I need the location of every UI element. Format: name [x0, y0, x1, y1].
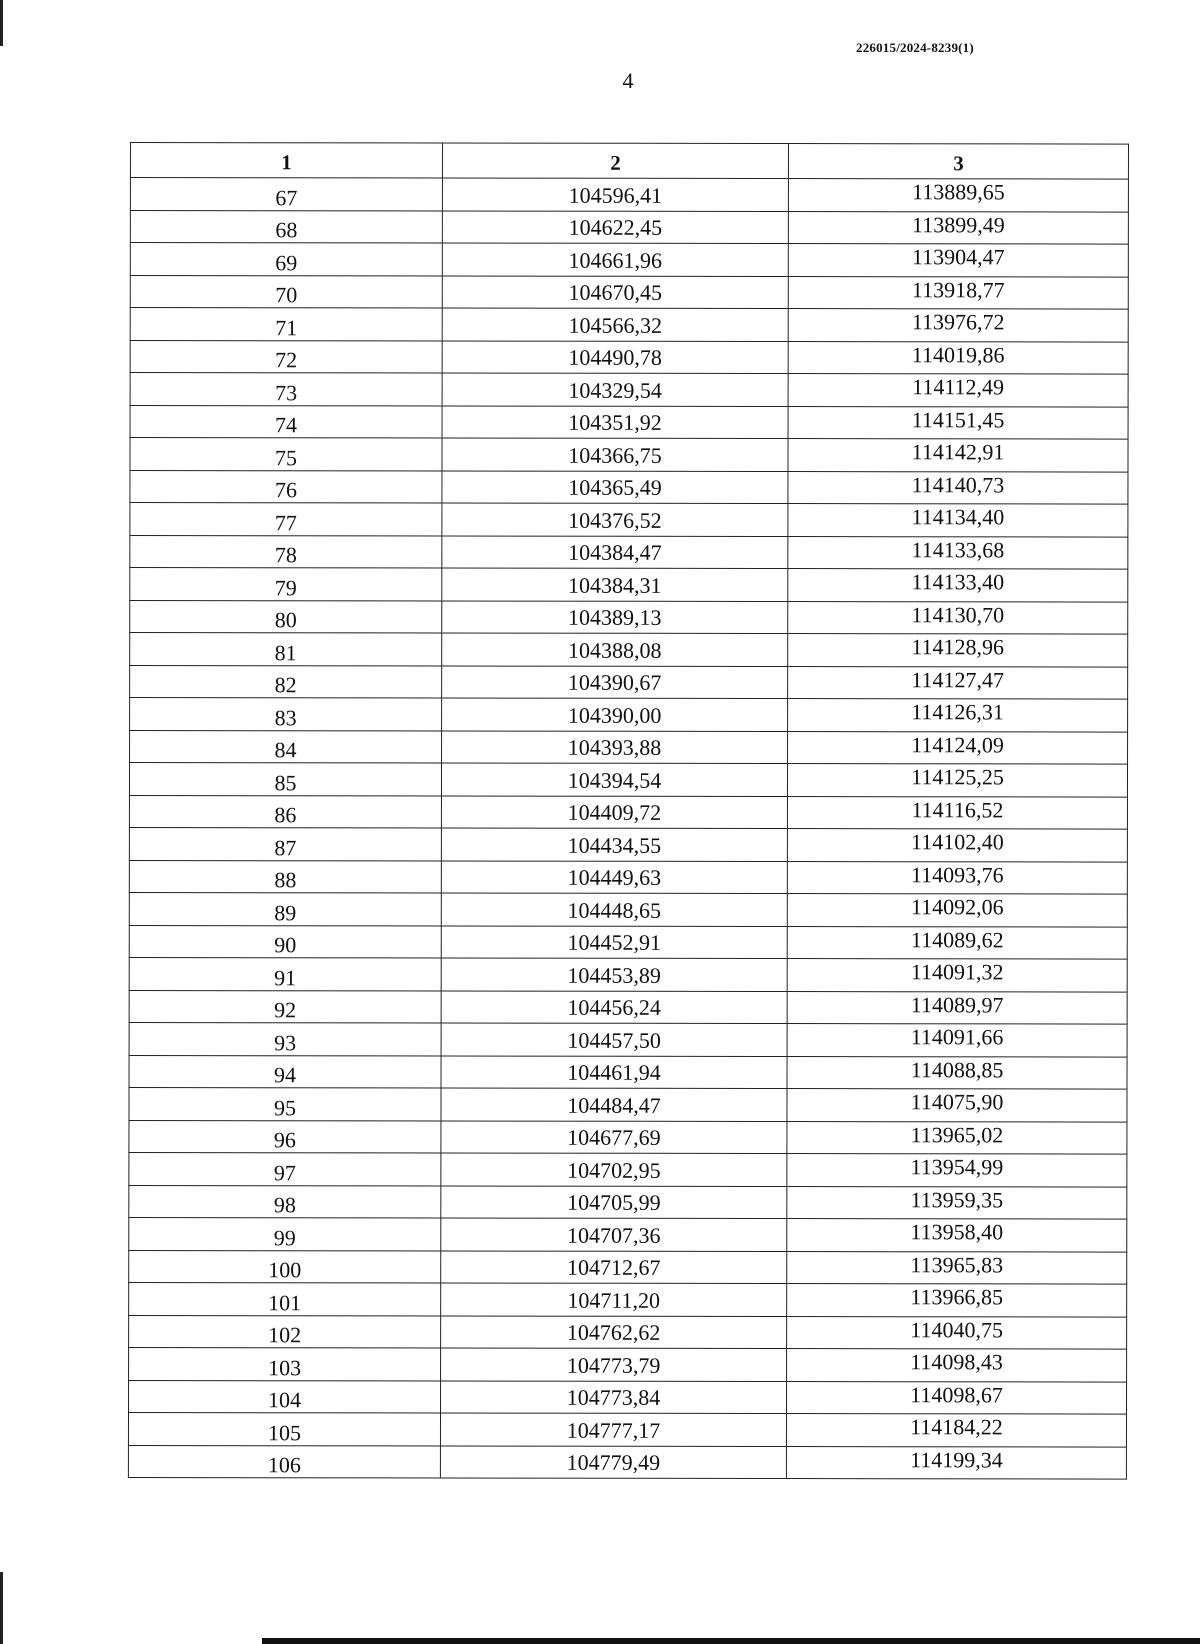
- point-number-cell: 67: [130, 178, 442, 211]
- coordinate-x-cell: 104702,95: [441, 1153, 787, 1186]
- coordinate-y-cell: 114093,76: [787, 861, 1127, 894]
- point-number-cell: 92: [129, 990, 441, 1023]
- point-number-cell: 99: [129, 1217, 441, 1250]
- table-row: [130, 730, 1128, 764]
- coordinate-y-cell: 113958,40: [787, 1219, 1127, 1252]
- point-number-cell: 81: [130, 633, 442, 666]
- table-row: [130, 600, 1128, 634]
- coordinate-x-cell: 104409,72: [441, 795, 787, 828]
- page-number: 4: [622, 68, 634, 93]
- column-header-3: 3: [788, 144, 1128, 180]
- coordinate-x-cell: 104707,36: [441, 1218, 787, 1251]
- table-row: [130, 665, 1128, 699]
- point-number-cell: 93: [129, 1022, 441, 1055]
- table-row: [129, 1055, 1127, 1089]
- table-row: [129, 1152, 1127, 1186]
- point-number-cell: 71: [130, 308, 442, 341]
- coordinate-y-cell: 113959,35: [787, 1186, 1127, 1219]
- point-number-cell: 90: [129, 925, 441, 958]
- point-number-cell: 96: [129, 1120, 441, 1153]
- coordinate-y-cell: 114112,49: [788, 374, 1128, 407]
- table-row: [129, 1282, 1127, 1316]
- coordinate-x-cell: 104393,88: [442, 730, 788, 763]
- coordinates-table-container: [128, 142, 1128, 1480]
- point-number-cell: 77: [130, 503, 442, 536]
- column-header-2: 2: [442, 143, 788, 179]
- coordinate-x-cell: 104384,31: [442, 568, 788, 601]
- coordinate-x-cell: 104622,45: [442, 210, 788, 243]
- scan-edge-mark-top: [0, 0, 3, 46]
- coordinate-y-cell: 113899,49: [788, 211, 1128, 244]
- table-row: [129, 860, 1127, 894]
- point-number-cell: 76: [130, 470, 442, 503]
- coordinate-y-cell: 114125,25: [787, 764, 1127, 797]
- point-number-cell: 88: [129, 860, 441, 893]
- point-number-cell: 89: [129, 892, 441, 925]
- coordinate-y-cell: 114089,97: [787, 991, 1127, 1024]
- point-number-cell: 74: [130, 405, 442, 438]
- coordinate-x-cell: 104390,00: [442, 698, 788, 731]
- point-number-cell: 73: [130, 373, 442, 406]
- table-row: [130, 373, 1128, 407]
- coordinate-x-cell: 104366,75: [442, 438, 788, 471]
- coordinate-y-cell: 114184,22: [786, 1414, 1126, 1447]
- table-row: [129, 1315, 1127, 1349]
- coordinate-y-cell: 114133,40: [788, 569, 1128, 602]
- coordinate-x-cell: 104329,54: [442, 373, 788, 406]
- table-row: [129, 1250, 1127, 1284]
- coordinate-y-cell: 114102,40: [787, 829, 1127, 862]
- point-number-cell: 85: [129, 763, 441, 796]
- table-row: [130, 243, 1128, 277]
- table-row: [129, 925, 1127, 959]
- coordinate-y-cell: 114127,47: [788, 666, 1128, 699]
- point-number-cell: 100: [129, 1250, 441, 1283]
- coordinate-y-cell: 114040,75: [787, 1316, 1127, 1349]
- coordinate-x-cell: 104773,79: [441, 1348, 787, 1381]
- point-number-cell: 80: [130, 600, 442, 633]
- table-row: [128, 1412, 1126, 1446]
- coordinate-y-cell: 113965,02: [787, 1121, 1127, 1154]
- table-row: [129, 1185, 1127, 1219]
- point-number-cell: 102: [129, 1315, 441, 1348]
- coordinate-y-cell: 114130,70: [788, 601, 1128, 634]
- table-row: [130, 503, 1128, 537]
- coordinate-x-cell: 104452,91: [441, 925, 787, 958]
- coordinate-x-cell: 104449,63: [441, 860, 787, 893]
- point-number-cell: 104: [129, 1380, 441, 1413]
- table-row: [130, 633, 1128, 667]
- point-number-cell: 106: [128, 1445, 440, 1478]
- coordinate-x-cell: 104777,17: [440, 1413, 786, 1446]
- coordinate-x-cell: 104390,67: [442, 665, 788, 698]
- table-header-row: [130, 143, 1128, 180]
- coordinate-x-cell: 104394,54: [441, 763, 787, 796]
- scan-edge-mark-bottom: [0, 1572, 3, 1644]
- coordinate-y-cell: 113966,85: [787, 1284, 1127, 1317]
- table-row: [130, 405, 1128, 439]
- table-body: [128, 178, 1128, 1480]
- coordinate-y-cell: 114134,40: [788, 504, 1128, 537]
- coordinate-y-cell: 114075,90: [787, 1089, 1127, 1122]
- coordinate-x-cell: 104456,24: [441, 990, 787, 1023]
- column-header-1: 1: [130, 143, 442, 178]
- coordinate-y-cell: 113954,99: [787, 1154, 1127, 1187]
- point-number-cell: 97: [129, 1152, 441, 1185]
- coordinate-x-cell: 104490,78: [442, 340, 788, 373]
- coordinate-y-cell: 114151,45: [788, 406, 1128, 439]
- coordinate-y-cell: 113965,83: [787, 1251, 1127, 1284]
- table-row: [130, 210, 1128, 244]
- point-number-cell: 86: [129, 795, 441, 828]
- point-number-cell: 101: [129, 1282, 441, 1315]
- coordinate-x-cell: 104388,08: [442, 633, 788, 666]
- point-number-cell: 103: [129, 1347, 441, 1380]
- coordinate-y-cell: 113976,72: [788, 309, 1128, 342]
- table-row: [129, 892, 1127, 926]
- point-number-cell: 68: [130, 210, 442, 243]
- table-row: [129, 1347, 1127, 1381]
- coordinate-y-cell: 114019,86: [788, 341, 1128, 374]
- point-number-cell: 72: [130, 340, 442, 373]
- table-row: [129, 1380, 1127, 1414]
- coordinate-x-cell: 104448,65: [441, 893, 787, 926]
- point-number-cell: 105: [128, 1412, 440, 1445]
- coordinate-y-cell: 114089,62: [787, 926, 1127, 959]
- table-row: [129, 1120, 1127, 1154]
- coordinate-x-cell: 104376,52: [442, 503, 788, 536]
- coordinate-x-cell: 104779,49: [440, 1445, 786, 1478]
- point-number-cell: 91: [129, 957, 441, 990]
- point-number-cell: 69: [130, 243, 442, 276]
- coordinate-y-cell: 114128,96: [788, 634, 1128, 667]
- point-number-cell: 75: [130, 438, 442, 471]
- coordinate-y-cell: 114124,09: [788, 731, 1128, 764]
- table-row: [128, 1445, 1126, 1479]
- point-number-cell: 83: [130, 698, 442, 731]
- point-number-cell: 98: [129, 1185, 441, 1218]
- coordinates-table: [128, 142, 1129, 1480]
- table-row: [130, 568, 1128, 602]
- coordinate-y-cell: 114140,73: [788, 471, 1128, 504]
- coordinate-y-cell: 114091,66: [787, 1024, 1127, 1057]
- coordinate-x-cell: 104484,47: [441, 1088, 787, 1121]
- coordinate-y-cell: 114098,43: [787, 1349, 1127, 1382]
- table-row: [129, 1022, 1127, 1056]
- table-row: [130, 438, 1128, 472]
- coordinate-y-cell: 114098,67: [787, 1381, 1127, 1414]
- coordinate-x-cell: 104705,99: [441, 1185, 787, 1218]
- coordinate-x-cell: 104677,69: [441, 1120, 787, 1153]
- coordinate-y-cell: 114199,34: [786, 1446, 1126, 1479]
- coordinate-x-cell: 104773,84: [441, 1380, 787, 1413]
- coordinate-y-cell: 114091,32: [787, 959, 1127, 992]
- table-row: [129, 763, 1127, 797]
- table-row: [129, 990, 1127, 1024]
- point-number-cell: 84: [130, 730, 442, 763]
- coordinate-x-cell: 104712,67: [441, 1250, 787, 1283]
- coordinate-x-cell: 104389,13: [442, 600, 788, 633]
- coordinate-x-cell: 104670,45: [442, 275, 788, 308]
- coordinate-x-cell: 104365,49: [442, 470, 788, 503]
- point-number-cell: 95: [129, 1087, 441, 1120]
- coordinate-x-cell: 104434,55: [441, 828, 787, 861]
- point-number-cell: 79: [130, 568, 442, 601]
- point-number-cell: 70: [130, 275, 442, 308]
- coordinate-x-cell: 104457,50: [441, 1023, 787, 1056]
- coordinate-x-cell: 104461,94: [441, 1055, 787, 1088]
- document-number: 226015/2024-8239(1): [856, 40, 974, 55]
- coordinate-x-cell: 104661,96: [442, 243, 788, 276]
- coordinate-x-cell: 104566,32: [442, 308, 788, 341]
- table-row: [130, 535, 1128, 569]
- table-row: [129, 795, 1127, 829]
- table-row: [130, 698, 1128, 732]
- coordinate-x-cell: 104596,41: [442, 178, 788, 211]
- point-number-cell: 82: [130, 665, 442, 698]
- point-number-cell: 78: [130, 535, 442, 568]
- coordinate-x-cell: 104453,89: [441, 958, 787, 991]
- point-number-cell: 94: [129, 1055, 441, 1088]
- table-row: [129, 1217, 1127, 1251]
- table-row: [129, 957, 1127, 991]
- table-row: [130, 308, 1128, 342]
- table-row: [129, 1087, 1127, 1121]
- table-row: [130, 340, 1128, 374]
- coordinate-y-cell: 114126,31: [788, 699, 1128, 732]
- table-row: [130, 178, 1128, 212]
- coordinate-y-cell: 113904,47: [788, 244, 1128, 277]
- coordinate-x-cell: 104762,62: [441, 1315, 787, 1348]
- table-row: [130, 470, 1128, 504]
- coordinate-y-cell: 113918,77: [788, 276, 1128, 309]
- coordinate-y-cell: 114092,06: [787, 894, 1127, 927]
- coordinate-y-cell: 114088,85: [787, 1056, 1127, 1089]
- scan-bottom-bar: [262, 1638, 1200, 1644]
- coordinate-y-cell: 114142,91: [788, 439, 1128, 472]
- table-row: [129, 827, 1127, 861]
- coordinate-y-cell: 114133,68: [788, 536, 1128, 569]
- coordinate-x-cell: 104711,20: [441, 1283, 787, 1316]
- point-number-cell: 87: [129, 827, 441, 860]
- coordinate-x-cell: 104384,47: [442, 535, 788, 568]
- coordinate-y-cell: 113889,65: [788, 179, 1128, 212]
- table-row: [130, 275, 1128, 309]
- coordinate-y-cell: 114116,52: [787, 796, 1127, 829]
- coordinate-x-cell: 104351,92: [442, 405, 788, 438]
